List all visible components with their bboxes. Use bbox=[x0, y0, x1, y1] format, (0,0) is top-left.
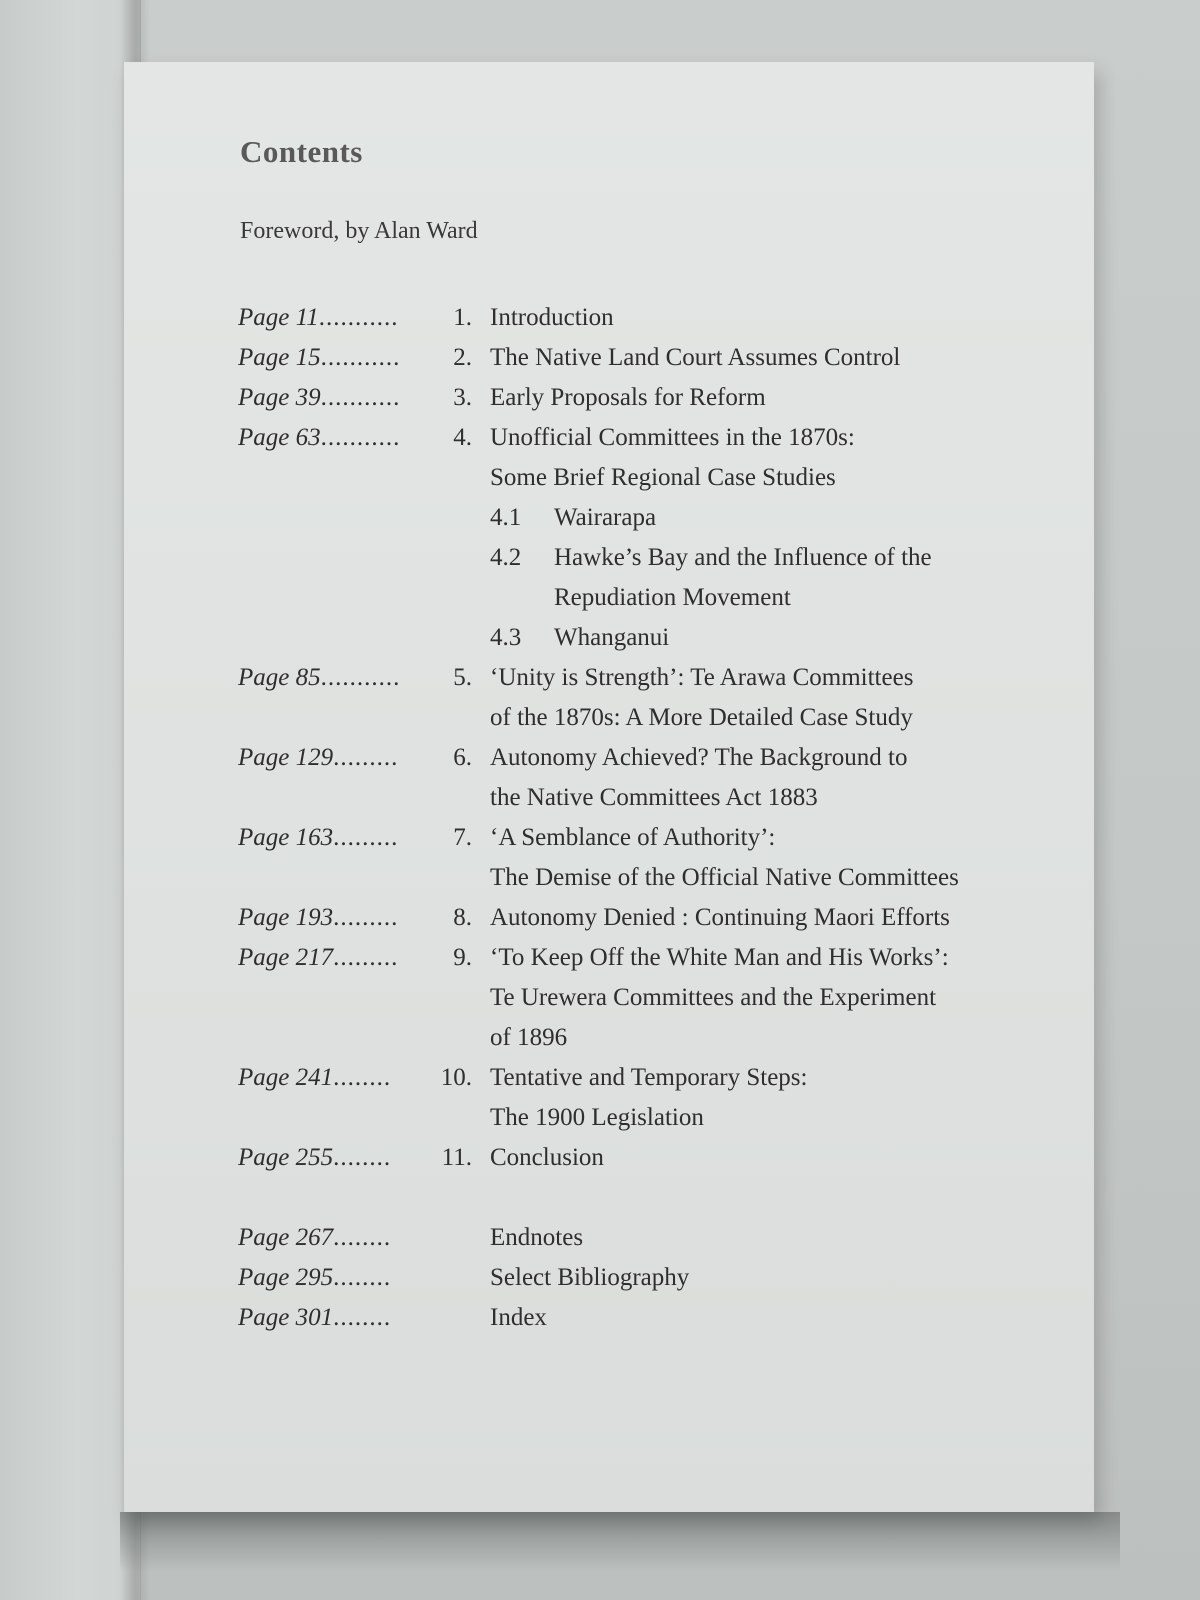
leader-dots: ........... bbox=[320, 384, 401, 411]
toc-entry-9 bbox=[238, 938, 1058, 1058]
chapter-title-line: the Native Committees Act 1883 bbox=[490, 784, 818, 811]
chapter-number: 4. bbox=[453, 424, 472, 451]
back-matter-title: Index bbox=[490, 1304, 547, 1331]
toc-page-number: Page 295 bbox=[238, 1264, 334, 1291]
subsection-title bbox=[554, 538, 932, 618]
chapter-title-line: Some Brief Regional Case Studies bbox=[490, 464, 836, 491]
subsection-number: 4.3 bbox=[490, 624, 522, 651]
section-spacer bbox=[238, 1178, 1058, 1218]
leader-dots: ........... bbox=[320, 664, 401, 691]
toc-entry-10 bbox=[238, 1058, 1058, 1138]
chapter-title: Early Proposals for Reform bbox=[490, 384, 766, 411]
leader-dots: ........... bbox=[320, 424, 401, 451]
toc-page-number: Page 63 bbox=[238, 424, 321, 451]
toc-entry-3 bbox=[238, 378, 1058, 418]
toc-page-number: Page 11 bbox=[238, 304, 319, 331]
chapter-number: 8. bbox=[453, 904, 472, 931]
chapter-title-line: The Demise of the Official Native Committees bbox=[490, 864, 959, 891]
leader-dots: ........ bbox=[333, 1144, 392, 1171]
page-title: Contents bbox=[240, 134, 363, 169]
chapter-title-line: ‘To Keep Off the White Man and His Works’: bbox=[490, 944, 949, 971]
toc-entry-bibliography bbox=[238, 1258, 1058, 1298]
chapter-title-line: ‘Unity is Strength’: Te Arawa Committees bbox=[490, 664, 914, 691]
foreword-line: Foreword, by Alan Ward bbox=[240, 218, 478, 244]
chapter-title-line: Tentative and Temporary Steps: bbox=[490, 1064, 808, 1091]
toc-page-number: Page 301 bbox=[238, 1304, 334, 1331]
toc-entry-4 bbox=[238, 418, 1058, 658]
chapter-title-line: Unofficial Committees in the 1870s: bbox=[490, 424, 855, 451]
leader-dots: ........... bbox=[318, 304, 399, 331]
chapter-title-line: Autonomy Achieved? The Background to bbox=[490, 744, 908, 771]
subsection-4-2 bbox=[490, 538, 1058, 618]
toc-entry-5 bbox=[238, 658, 1058, 738]
toc-page-number: Page 241 bbox=[238, 1064, 334, 1091]
back-matter-title: Endnotes bbox=[490, 1224, 584, 1251]
chapter-title: Introduction bbox=[490, 304, 614, 331]
toc-entry-11 bbox=[238, 1138, 1058, 1178]
toc-entry-1 bbox=[238, 298, 1058, 338]
toc-entry-2 bbox=[238, 338, 1058, 378]
chapter-title bbox=[490, 1058, 1058, 1138]
toc-page-number: Page 267 bbox=[238, 1224, 334, 1251]
chapter-number: 10. bbox=[440, 1064, 472, 1091]
chapter-title: The Native Land Court Assumes Control bbox=[490, 344, 901, 371]
chapter-title-line: of the 1870s: A More Detailed Case Study bbox=[490, 704, 913, 731]
leader-dots: ......... bbox=[333, 824, 399, 851]
contents-page bbox=[124, 62, 1094, 1512]
chapter-title-line: Te Urewera Committees and the Experiment bbox=[490, 984, 937, 1011]
leader-dots: ......... bbox=[333, 904, 399, 931]
toc-entry-7 bbox=[238, 818, 1058, 898]
toc-page-number: Page 129 bbox=[238, 744, 334, 771]
chapter-title-line: The 1900 Legislation bbox=[490, 1104, 704, 1131]
back-matter-title: Select Bibliography bbox=[490, 1264, 690, 1291]
subsection-4-1 bbox=[490, 498, 1058, 538]
leader-dots: ........ bbox=[333, 1264, 392, 1291]
chapter-title-line: ‘A Semblance of Authority’: bbox=[490, 824, 776, 851]
chapter-number: 2. bbox=[453, 344, 472, 371]
chapter-title bbox=[490, 738, 1058, 818]
toc-entry-8 bbox=[238, 898, 1058, 938]
chapter-number: 7. bbox=[453, 824, 472, 851]
page-bottom-shadow bbox=[120, 1512, 1120, 1572]
toc-page-number: Page 15 bbox=[238, 344, 321, 371]
toc-page-number: Page 163 bbox=[238, 824, 334, 851]
toc-page-number: Page 255 bbox=[238, 1144, 334, 1171]
chapter-number: 6. bbox=[453, 744, 472, 771]
subsection-4-3 bbox=[490, 618, 1058, 658]
subsection-title: Wairarapa bbox=[554, 504, 657, 531]
leader-dots: ......... bbox=[333, 744, 399, 771]
toc-page-number: Page 39 bbox=[238, 384, 321, 411]
chapter-number: 5. bbox=[453, 664, 472, 691]
chapter-number: 3. bbox=[453, 384, 472, 411]
subsection-number: 4.2 bbox=[490, 544, 522, 571]
subsection-title-line: Repudiation Movement bbox=[554, 584, 791, 611]
chapter-title bbox=[490, 658, 1058, 738]
chapter-title bbox=[490, 818, 1058, 898]
toc-page-number: Page 193 bbox=[238, 904, 334, 931]
chapter-title: Conclusion bbox=[490, 1144, 604, 1171]
leader-dots: ......... bbox=[333, 944, 399, 971]
leader-dots: ........... bbox=[320, 344, 401, 371]
subsection-title-line: Hawke’s Bay and the Influence of the bbox=[554, 544, 932, 571]
leader-dots: ........ bbox=[333, 1224, 392, 1251]
subsection-number: 4.1 bbox=[490, 504, 522, 531]
chapter-number: 11. bbox=[441, 1144, 472, 1171]
toc-page-number: Page 85 bbox=[238, 664, 321, 691]
toc-entry-endnotes bbox=[238, 1218, 1058, 1258]
chapter-number: 9. bbox=[453, 944, 472, 971]
toc-entry-6 bbox=[238, 738, 1058, 818]
chapter-title-line: of 1896 bbox=[490, 1024, 568, 1051]
leader-dots: ........ bbox=[333, 1064, 392, 1091]
subsection-title: Whanganui bbox=[554, 624, 670, 651]
leader-dots: ........ bbox=[333, 1304, 392, 1331]
chapter-title: Autonomy Denied : Continuing Maori Efforts bbox=[490, 904, 950, 931]
chapter-number: 1. bbox=[453, 304, 472, 331]
toc-page-number: Page 217 bbox=[238, 944, 334, 971]
chapter-title bbox=[490, 418, 1058, 658]
table-of-contents bbox=[238, 298, 1058, 1338]
toc-entry-index bbox=[238, 1298, 1058, 1338]
chapter-title bbox=[490, 938, 1058, 1058]
